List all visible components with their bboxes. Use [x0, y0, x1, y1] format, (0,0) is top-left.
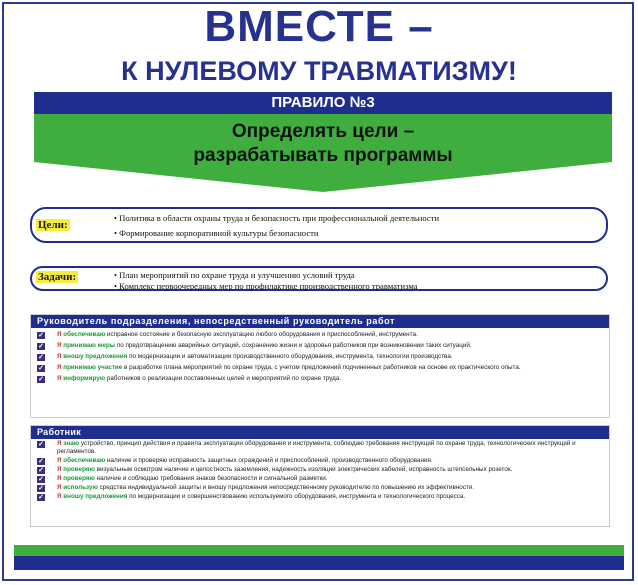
- item-text: устройство, принцип действия и правила эксплуатации оборудования и инструмента, соблюдаю требования инструкций по охране труда, технологических инструкций и регламентов.: [57, 440, 576, 455]
- poster-subtitle: К НУЛЕВОМУ ТРАВМАТИЗМУ!: [121, 56, 517, 86]
- item-text: средства индивидуальной защиты и вношу предложения непосредственному руководителю по повышению их эффективности.: [97, 484, 475, 491]
- workers-heading: Работник: [31, 426, 609, 439]
- item-subject: Я: [57, 484, 62, 491]
- goals-item: • Формирование корпоративной культуры безопасности: [114, 226, 439, 241]
- goals-label: Цели:: [38, 219, 68, 231]
- checkbox-icon: ✓: [38, 332, 44, 339]
- checkbox-icon: ✓: [38, 354, 44, 361]
- goals-list: [114, 211, 439, 241]
- checkbox-icon: ✓: [38, 467, 44, 474]
- item-verb: обеспечиваю: [63, 457, 106, 464]
- item-subject: Я: [57, 331, 62, 338]
- tasks-item: • План мероприятий по охране труда и улучшению условий труда: [114, 270, 418, 281]
- list-item: [31, 353, 609, 361]
- rule-text: [34, 120, 612, 168]
- item-verb: обеспечиваю: [63, 331, 106, 338]
- item-subject: Я: [57, 364, 62, 371]
- list-item: [31, 484, 609, 492]
- checkbox-icon: ✓: [38, 476, 44, 483]
- list-item: [31, 375, 609, 383]
- item-verb: знаю: [63, 440, 80, 447]
- goals-box: [30, 207, 608, 243]
- item-subject: Я: [57, 493, 62, 500]
- item-subject: Я: [57, 375, 62, 382]
- item-text: исправное состояние и безопасную эксплуатацию любого оборудования и приспособлений, инструмента.: [105, 331, 418, 338]
- list-item: [31, 493, 609, 501]
- checkbox-icon: ✓: [38, 458, 44, 465]
- list-item: [31, 466, 609, 474]
- item-subject: Я: [57, 466, 62, 473]
- item-verb: использую: [63, 484, 98, 491]
- item-text: наличие и проверяю исправность защитных ограждений и приспособлений, производственного оборудования.: [105, 457, 433, 464]
- poster-title: ВМЕСТЕ –: [204, 2, 434, 51]
- item-subject: Я: [57, 457, 62, 464]
- item-verb: вношу предложения: [63, 493, 128, 500]
- rule-label: ПРАВИЛО №3: [34, 92, 612, 114]
- item-subject: Я: [57, 440, 62, 447]
- leaders-section: [30, 314, 610, 418]
- checkbox-icon: ✓: [38, 494, 44, 501]
- rule-text-line1: Определять цели –: [231, 121, 415, 142]
- list-item: [31, 364, 609, 372]
- item-verb: проверяю: [63, 475, 95, 482]
- item-verb: принимаю меры: [63, 342, 116, 349]
- tasks-label: Задачи:: [38, 271, 77, 283]
- item-text: по модернизации и совершенствованию используемого оборудования, инструмента и технологического процесса.: [127, 493, 466, 500]
- checkbox-icon: ✓: [38, 441, 44, 448]
- workers-section: [30, 425, 610, 527]
- list-item: [31, 331, 609, 339]
- item-text: по модернизации и автоматизации производственного оборудования, инструмента, технологии производства.: [127, 353, 453, 360]
- item-text: визуальным осмотром наличие и целостность заземления, надежность изоляции электрических кабелей, исправность штепсельных розеток.: [94, 466, 513, 473]
- tasks-item: • Комплекс первоочередных мер по профилактике производственного травматизма: [114, 281, 418, 292]
- leaders-list: [31, 331, 609, 383]
- tasks-list: [114, 270, 418, 292]
- list-item: [31, 342, 609, 350]
- item-verb: информирую: [63, 375, 106, 382]
- item-text: наличие и соблюдаю требования знаков безопасности и сигнальной разметки.: [94, 475, 328, 482]
- checkbox-icon: ✓: [38, 376, 44, 383]
- item-verb: проверяю: [63, 466, 95, 473]
- checkbox-icon: ✓: [38, 343, 44, 350]
- item-text: по предотвращению аварийных ситуаций, сохранению жизни и здоровья работников при возникновении таких ситуаций.: [115, 342, 472, 349]
- item-subject: Я: [57, 342, 62, 349]
- goals-item: • Политика в области охраны труда и безопасность при профессиональной деятельности: [114, 211, 439, 226]
- item-verb: вношу предложения: [63, 353, 128, 360]
- item-text: работников о реализации поставленных целей и мероприятий по охране труда.: [105, 375, 342, 382]
- item-verb: принимаю участие: [63, 364, 123, 371]
- tasks-box: [30, 266, 608, 291]
- checkbox-icon: ✓: [38, 365, 44, 372]
- list-item: [31, 457, 609, 465]
- bottom-green-stripe: [14, 545, 624, 556]
- leaders-heading: Руководитель подразделения, непосредственный руководитель работ: [31, 315, 609, 328]
- rule-text-line2: разрабатывать программы: [193, 145, 453, 166]
- item-subject: Я: [57, 353, 62, 360]
- item-text: в разработке плана мероприятий по охране труда, с учетом предложений подчиненных работников на основе их практического опыта.: [122, 364, 521, 371]
- item-subject: Я: [57, 475, 62, 482]
- workers-list: [31, 440, 609, 501]
- list-item: [31, 440, 609, 456]
- list-item: [31, 475, 609, 483]
- checkbox-icon: ✓: [38, 485, 44, 492]
- bottom-blue-stripe: [14, 556, 624, 570]
